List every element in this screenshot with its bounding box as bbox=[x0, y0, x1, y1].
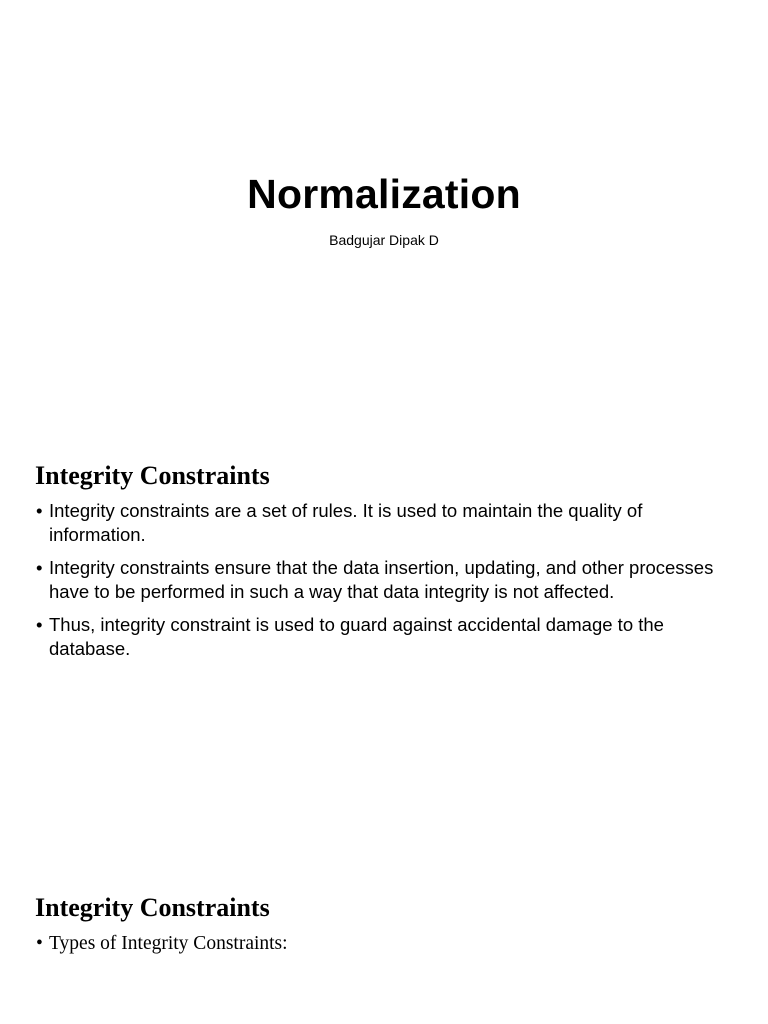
bullet-list bbox=[36, 931, 736, 957]
slide-heading: Integrity Constraints bbox=[35, 893, 270, 922]
bullet-item bbox=[36, 499, 736, 547]
bullet-item bbox=[36, 613, 736, 661]
bullet-list bbox=[36, 499, 736, 670]
title-slide bbox=[0, 0, 768, 288]
bullet-item bbox=[36, 931, 736, 957]
slide-title: Normalization bbox=[247, 171, 521, 217]
bullet-dot-icon: • bbox=[36, 557, 43, 578]
bullet-text: Integrity constraints are a set of rules. It is used to maintain the quality of information. bbox=[49, 500, 643, 545]
slide-author: Badgujar Dipak D bbox=[329, 232, 439, 248]
integrity-types-slide bbox=[0, 864, 768, 1024]
integrity-constraints-slide bbox=[0, 288, 768, 659]
bullet-dot-icon: • bbox=[36, 500, 43, 521]
bullet-dot-icon: • bbox=[36, 614, 43, 635]
bullet-dot-icon: • bbox=[36, 933, 43, 954]
slide-heading: Integrity Constraints bbox=[35, 461, 270, 490]
bullet-text: Types of Integrity Constraints: bbox=[49, 933, 288, 954]
bullet-text: Thus, integrity constraint is used to guard against accidental damage to the database. bbox=[49, 614, 664, 659]
bullet-text: Integrity constraints ensure that the data insertion, updating, and other processes have to be performed in such a way that data integrity is not affected. bbox=[49, 557, 714, 602]
bullet-item bbox=[36, 556, 736, 604]
